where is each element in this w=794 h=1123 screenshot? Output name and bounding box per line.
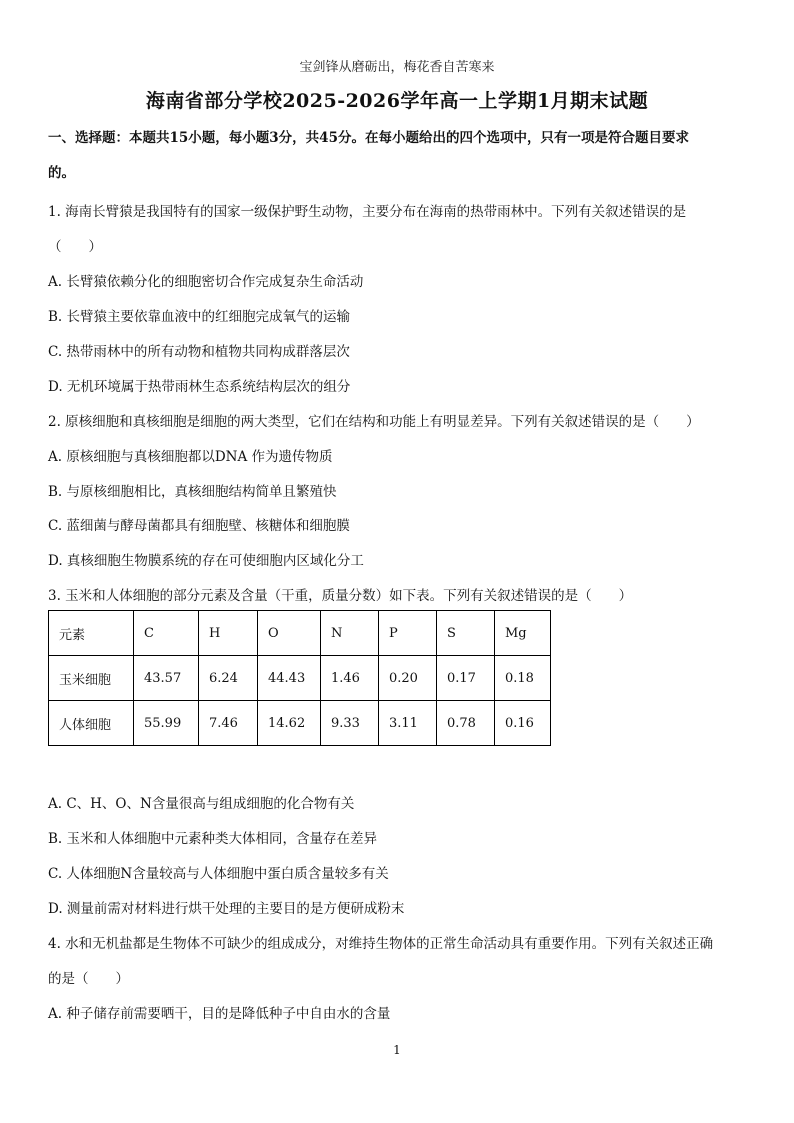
table-cell: 43.57 xyxy=(134,656,199,701)
table-cell: 6.24 xyxy=(199,656,258,701)
table-cell: 玉米细胞 xyxy=(49,656,134,701)
question-1-option-c: C. 热带雨林中的所有动物和植物共同构成群落层次 xyxy=(48,344,350,360)
question-3-option-a: A. C、H、O、N含量很高与组成细胞的化合物有关 xyxy=(48,796,355,812)
question-1-blank: （ ） xyxy=(48,239,102,255)
question-1-option-d: D. 无机环境属于热带雨林生态系统结构层次的组分 xyxy=(48,379,351,395)
question-3-stem: 3. 玉米和人体细胞的部分元素及含量（干重，质量分数）如下表。下列有关叙述错误的是（ ） xyxy=(48,588,633,604)
table-cell: 55.99 xyxy=(134,701,199,746)
question-2-option-b: B. 与原核细胞相比，真核细胞结构简单且繁殖快 xyxy=(48,484,337,500)
question-3-option-c: C. 人体细胞N含量较高与人体细胞中蛋白质含量较多有关 xyxy=(48,866,389,882)
table-cell: 3.11 xyxy=(379,701,437,746)
question-2-stem: 2. 原核细胞和真核细胞是细胞的两大类型，它们在结构和功能上有明显差异。下列有关叙述错误的是（ ） xyxy=(48,414,700,430)
table-cell: 7.46 xyxy=(199,701,258,746)
question-3-option-d: D. 测量前需对材料进行烘干处理的主要目的是方便研成粉末 xyxy=(48,901,405,917)
table-row xyxy=(49,701,551,746)
table-header-cell: H xyxy=(199,611,258,656)
table-cell: 0.17 xyxy=(437,656,495,701)
table-row xyxy=(49,656,551,701)
table-cell: 0.20 xyxy=(379,656,437,701)
table-header-cell: Mg xyxy=(495,611,551,656)
table-header-cell: N xyxy=(321,611,379,656)
element-content-table xyxy=(48,610,551,746)
header-motto: 宝剑锋从磨砺出，梅花香自苦寒来 xyxy=(299,60,495,75)
table-cell: 14.62 xyxy=(258,701,321,746)
question-4-stem-line2: 的是（ ） xyxy=(48,971,129,987)
table-cell: 44.43 xyxy=(258,656,321,701)
table-cell: 1.46 xyxy=(321,656,379,701)
table-header-cell: O xyxy=(258,611,321,656)
table-header-cell: 元素 xyxy=(49,611,134,656)
section-heading-line1: 一、选择题：本题共15小题，每小题3分，共45分。在每小题给出的四个选项中，只有一项是符合题目要求 xyxy=(48,130,689,146)
table-cell: 0.78 xyxy=(437,701,495,746)
question-2-option-d: D. 真核细胞生物膜系统的存在可使细胞内区域化分工 xyxy=(48,553,364,569)
question-4-stem-line1: 4. 水和无机盐都是生物体不可缺少的组成成分，对维持生物体的正常生命活动具有重要作用。下列有关叙述正确 xyxy=(48,936,714,952)
table-cell: 0.18 xyxy=(495,656,551,701)
table-cell: 9.33 xyxy=(321,701,379,746)
page-number: 1 xyxy=(393,1043,401,1057)
question-1-option-a: A. 长臂猿依赖分化的细胞密切合作完成复杂生命活动 xyxy=(48,274,364,290)
question-2-option-a: A. 原核细胞与真核细胞都以DNA 作为遗传物质 xyxy=(48,449,333,465)
question-1-stem: 1. 海南长臂猿是我国特有的国家一级保护野生动物，主要分布在海南的热带雨林中。下列有关叙述错误的是 xyxy=(48,204,687,220)
table-header-cell: P xyxy=(379,611,437,656)
question-1-option-b: B. 长臂猿主要依靠血液中的红细胞完成氧气的运输 xyxy=(48,309,351,325)
question-2-option-c: C. 蓝细菌与酵母菌都具有细胞壁、核糖体和细胞膜 xyxy=(48,518,350,534)
table-header-row xyxy=(49,611,551,656)
document-title: 海南省部分学校2025-2026学年高一上学期1月期末试题 xyxy=(145,90,649,112)
question-4-option-a: A. 种子储存前需要晒干，目的是降低种子中自由水的含量 xyxy=(48,1006,391,1022)
table-cell: 0.16 xyxy=(495,701,551,746)
question-3-option-b: B. 玉米和人体细胞中元素种类大体相同，含量存在差异 xyxy=(48,831,378,847)
table-cell: 人体细胞 xyxy=(49,701,134,746)
table-header-cell: C xyxy=(134,611,199,656)
section-heading-line2: 的。 xyxy=(48,165,75,181)
table-header-cell: S xyxy=(437,611,495,656)
